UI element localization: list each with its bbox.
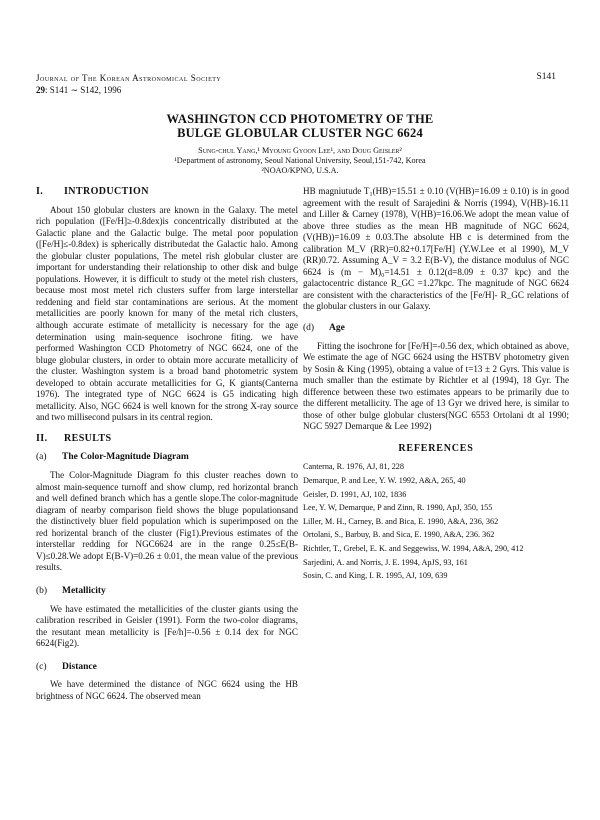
reference-item: Demarque, P. and Lee, Y. W. 1992, A&A, 265, 40: [303, 476, 466, 486]
cmd-paragraph: The Color-Magnitude Diagram fo this cluster reaches down to almost main-sequence turnoff and show clump, red horizontal branch and well defined branch which has a gentle slope.The color-magnitude diagram of nearby comparison field shows the bluge populationsand the distinctively bluer field population which is superimposed on the red horizental branch of the cluster (Fig1).Previous estimates of the interstellar redding for NGC6624 are in the range 0.25≤E(B-V)≤0.28.We adopt E(B-V)=0.26 ± 0.01, the mean value of the previous results.: [36, 470, 298, 573]
journal-name: Journal of The Korean Astronomical Society: [36, 73, 222, 83]
section-heading-results: [36, 433, 298, 445]
subsection-heading-metallicity: [36, 586, 298, 598]
subsection-title: The Color-Magnitude Diagram: [62, 452, 189, 463]
affiliation-2: ²NOAO/KPNO, U.S.A.: [261, 166, 339, 175]
subsection-number: (c): [36, 661, 47, 672]
reference-item: Canterna, R. 1976, AJ, 81, 228: [303, 462, 404, 472]
reference-item: Sosin, C. and King, I. R. 1995, AJ, 109, 639: [303, 571, 448, 581]
section-title: INTRODUCTION: [64, 186, 149, 197]
section-heading-introduction: [36, 186, 298, 198]
subsection-heading-age: [303, 323, 569, 335]
journal-header: [36, 72, 221, 96]
journal-pages: : S141 ∼ S142, 1996: [45, 85, 122, 95]
page-number: S141: [536, 72, 556, 82]
author-names: Sung-chul Yang,¹ Myoung Gyoon Lee¹, and Doug Geisler²: [198, 146, 402, 155]
reference-item: Sarjedini, A. and Norris, J. E. 1994, ApJS, 93, 161: [303, 557, 468, 567]
subsection-number: (d): [303, 323, 315, 334]
section-number: II.: [36, 432, 48, 444]
subsection-title: Age: [329, 323, 345, 334]
author-block: [0, 146, 600, 176]
references-heading: REFERENCES: [398, 442, 474, 454]
metallicity-paragraph: We have estimated the metallicities of the cluster giants using the calibration rescribed in Geisler (1991). Form the two-color diagrams, the resutant mean metallicity is [Fe/h]=-0.56 ± 0.14 dex for NGC 6624(Fig2).: [36, 603, 298, 649]
title-line-1: WASHINGTON CCD PHOTOMETRY OF THE: [166, 112, 434, 126]
right-column: [303, 186, 569, 585]
subsection-number: (a): [36, 452, 47, 463]
subsection-heading-cmd: [36, 452, 298, 464]
age-paragraph: Fitting the isochrone for [Fe/H]=-0.56 dex, which obtained as above, We estimate the age of NGC 6624 using the HSTBV photometry given by Sosin & King (1995), obtaing a value of t=13 ± 2 Gyrs. This value is much smaller than the estimate by Richtler et al (1994), 18 Gyr. The difference between these two estimates appears to be primarily due to the different metallicity. The age of 13 Gyr we drived here, is similar to those of other bulge globular clusters(NGC 6553 Ortolani dt al 1990; NGC 5927 Demarque & Lee 1992): [303, 340, 569, 432]
reference-item: Ortolani, S., Barbuy, B. and Sica, E. 1990, A&A, 236. 362: [303, 530, 495, 540]
journal-volume: 29: [36, 85, 45, 95]
reference-item: Lee, Y. W, Demarque, P and Zinn, R. 1990, ApJ, 350, 155: [303, 503, 493, 513]
distance-paragraph-continued: HB magniutude T₁(HB)=15.51 ± 0.10 (V(HB)=16.09 ± 0.10) is in good agreement with the result of Sarajedini & Norris (1994), V(HB)-16.11 and Liller & Carney (1978), V(HB)=16.06.We adopt the mean value of above three studies as the mean HB magnitude of NGC 6624, (V(HB))=16.09 ± 0.03.The absolute HB c is determined from the calibration M_V (RR)=0.82+0.17[Fe/H] (Y.W.Lee et al 1990), M_V (RR)0.72. Assuming A_V = 3.2 E(B-V), the distance modulus of NGC 6624 is (m − M)₀=14.51 ± 0.12(d=8.09 ± 0.37 kpc) and the galactocentric distance R_GC =1.27kpc. The magnitude of NGC 6624 are consistent with the characteristics of the [Fe/H]- R_GC relations of the globular clusters in our Galaxy.: [303, 186, 569, 312]
paper-title: [0, 112, 600, 140]
section-title: RESULTS: [64, 432, 112, 444]
title-line-2: BULGE GLOBULAR CLUSTER NGC 6624: [177, 126, 423, 140]
subsection-title: Distance: [62, 661, 97, 672]
reference-item: Geisler, D. 1991, AJ, 102, 1836: [303, 489, 407, 499]
journal-volume-line: [36, 84, 221, 96]
subsection-heading-distance: [36, 662, 298, 674]
affiliation-1: ¹Department of astronomy, Seoul National University, Seoul,151-742, Korea: [174, 156, 426, 165]
introduction-paragraph: About 150 globular clusters are known in the Galaxy. The metel rich population ([Fe/H]≥-0.8dex)is concentrically distributed at the Galactic plane and the Galactic bulge. The metal poor population ([Fe/H]≤-0.8dex) is spherically distributedat the Galactic halo. Among the globular cluster populations, The metel rish globular cluster are important for understanding their relationship to other disk and bulge populations. However, it is difficult to study ot the metel rish clusters, because most most metel rich clusters suffer from large interstellar reddening and field star contaminations are serious. At the moment metallicities are poorly known for many of the metal rich clusters, although accurate estimate of metallicity is necessary for the age determination using main-sequence isochrone fiting. we have performed Washington CCD Photometry of NGC 6624, one of the bluge globular clusters, in order to obtain more accurate metallicity of the cluster. Washington system is a broad band photometric system developed to obtain accurate metallicities for G, K giants(Canterna 1976). The integrated type of NGC 6624 is G5 indicating high metallicity. Also, NGC 6624 is well known for the strong X-ray source and two millisecond pulsars in its central region.: [36, 204, 298, 423]
section-number: I.: [36, 186, 44, 197]
references-list: [303, 462, 569, 581]
reference-item: Liller, M. H., Carney, B. and Bica, E. 1990, A&A, 236, 362: [303, 516, 499, 526]
left-column: [36, 186, 298, 702]
distance-paragraph: We have determined the distance of NGC 6624 using the HB brightness of NGC 6624. The observed mean: [36, 679, 298, 701]
reference-item: Richtler, T., Grebel, E. K. and Seggewiss, W. 1994, A&A, 290, 412: [303, 544, 524, 554]
subsection-title: Metallicity: [62, 585, 106, 596]
subsection-number: (b): [36, 585, 48, 596]
